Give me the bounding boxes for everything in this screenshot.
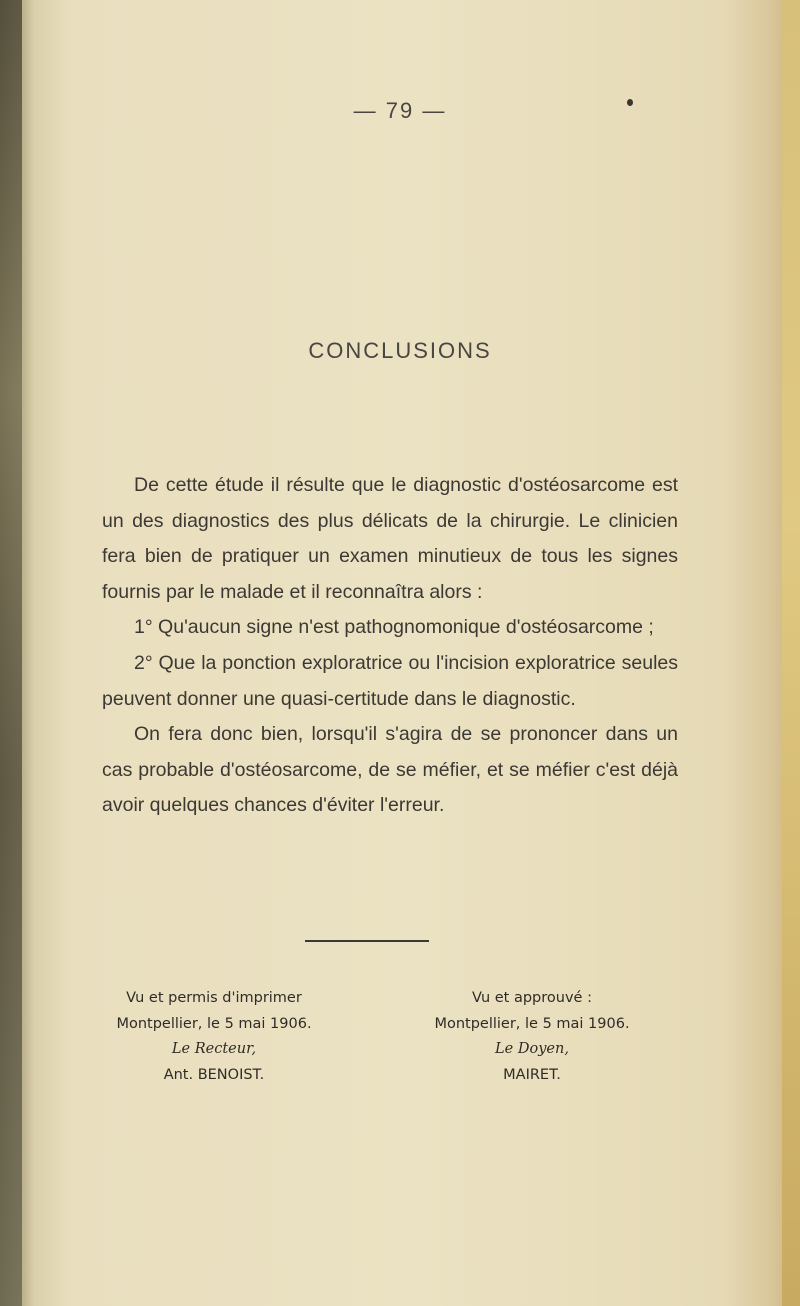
signature-approval-line: Vu et approuvé : <box>472 990 592 1006</box>
signature-name: MAIRET. <box>503 1066 561 1083</box>
signature-block-rector <box>89 986 339 1088</box>
paragraph-conclusion: On fera donc bien, lorsqu'il s'agira de se prononcer dans un cas probable d'ostéosarcome, de se méfier, et se méfier c'est déjà avoir quelques chances d'éviter l'erreur. <box>102 723 678 817</box>
paragraph-point-1: 1° Qu'aucun signe n'est pathognomonique d'ostéosarcome ; <box>134 616 654 639</box>
body-text <box>102 468 678 824</box>
signature-title: Le Doyen, <box>495 1041 569 1057</box>
signature-date-line: Montpellier, le 5 mai 1906. <box>434 1015 630 1032</box>
signature-approval-line: Vu et permis d'imprimer <box>126 990 302 1006</box>
signature-block-dean <box>407 986 657 1088</box>
page-number: — 79 — <box>353 98 447 123</box>
separator-rule <box>305 940 429 942</box>
signature-name: Ant. BENOIST. <box>163 1066 265 1083</box>
paragraph-point-2: 2° Que la ponction exploratrice ou l'incision exploratrice seules peuvent donner une quasi-certitude dans le diagnostic. <box>102 651 678 710</box>
section-heading: CONCLUSIONS <box>308 338 492 363</box>
signature-title: Le Recteur, <box>171 1041 257 1057</box>
paragraph-intro: De cette étude il résulte que le diagnostic d'ostéosarcome est un des diagnostics des plus délicats de la chirurgie. Le clinicien fera bien de pratiquer un examen minutieux de tous les signes fournis par le malade et il reconnaîtra alors : <box>102 474 678 603</box>
page-right-edge <box>782 0 800 1306</box>
page-binding-edge <box>0 0 22 1306</box>
signature-date-line: Montpellier, le 5 mai 1906. <box>116 1015 312 1032</box>
